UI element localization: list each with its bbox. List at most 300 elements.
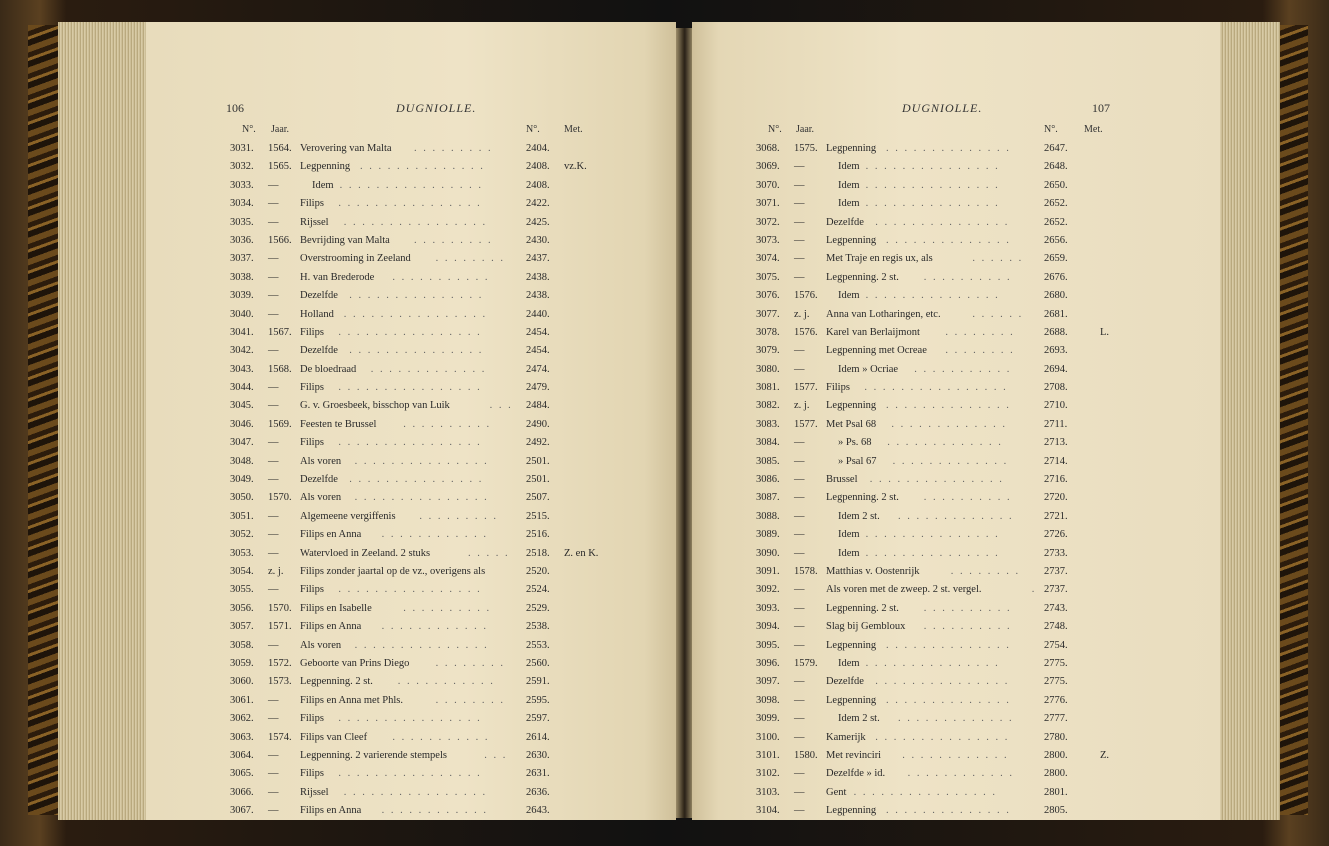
entry-reference: 2437. — [526, 253, 550, 265]
entry-row — [756, 214, 1156, 232]
entry-reference: 2680. — [1044, 290, 1068, 302]
entry-reference: 2643. — [526, 805, 550, 817]
entry-number: 3088. — [756, 510, 780, 522]
entry-number: 3066. — [230, 786, 254, 798]
entry-number: 3075. — [756, 271, 780, 283]
entry-year: 1578. — [794, 565, 818, 577]
entry-row — [756, 397, 1156, 415]
page-edges-right — [1218, 22, 1280, 820]
entry-row — [756, 489, 1156, 507]
entry-reference: 2681. — [1044, 308, 1068, 320]
entry-reference: 2538. — [526, 621, 550, 633]
entry-year: — — [268, 510, 279, 522]
entry-reference: 2438. — [526, 290, 550, 302]
entry-row — [756, 784, 1156, 802]
dot-leader: . . . . . . . . . . . . . . . . — [864, 382, 1008, 394]
entry-year: z. j. — [268, 565, 284, 577]
entry-description: Filips — [300, 198, 324, 210]
entry-metal: vz.K. — [564, 161, 587, 173]
dot-leader: . . . . . . . . . . . . . . . . — [338, 713, 482, 725]
entry-number: 3047. — [230, 437, 254, 449]
entry-year: 1573. — [268, 676, 292, 688]
entry-row — [230, 710, 630, 728]
dot-leader: . . . . . . . . . . . . . — [887, 437, 1003, 449]
entry-description: Filips van Cleef — [300, 731, 368, 743]
entry-year: — — [794, 234, 805, 246]
left-col-year: Jaar. — [271, 124, 290, 135]
dot-leader: . . . . . . . . . . . . . . . . — [853, 786, 997, 798]
right-running-title: DUGNIOLLE. — [902, 101, 983, 115]
entry-description: Filips — [300, 713, 324, 725]
dot-leader: . . . . . . — [972, 253, 1024, 265]
entry-reference: 2631. — [526, 768, 550, 780]
entry-row — [230, 489, 630, 507]
entry-reference: 2648. — [1044, 161, 1068, 173]
entry-year: 1568. — [268, 363, 292, 375]
entry-number: 3038. — [230, 271, 254, 283]
entry-description: Geboorte van Prins Diego — [300, 657, 410, 669]
entry-description: Brussel — [826, 474, 858, 486]
entry-number: 3074. — [756, 253, 780, 265]
entry-number: 3040. — [230, 308, 254, 320]
entry-reference: 2438. — [526, 271, 550, 283]
entry-row — [230, 250, 630, 268]
entry-description: Legpenning — [826, 143, 877, 154]
entry-reference: 2440. — [526, 308, 550, 320]
entry-row — [230, 545, 630, 563]
entry-year: z. j. — [794, 308, 810, 320]
entry-year: — — [794, 345, 805, 357]
entry-year: — — [268, 290, 279, 302]
entry-description: Legpenning. 2 st. — [300, 676, 373, 688]
entry-description: Met Psal 68 — [826, 418, 877, 430]
entry-reference: 2422. — [526, 198, 550, 210]
entry-description: Dezelfde — [300, 345, 338, 357]
entry-year: — — [794, 676, 805, 688]
entry-year: — — [794, 179, 805, 191]
dot-leader: . . . . . . . . . . . . . . . . — [343, 308, 488, 320]
dot-leader: . . . . . . . . . . — [923, 492, 1012, 504]
entry-description: Bevrijding van Malta — [300, 234, 390, 246]
entry-reference: 2714. — [1044, 455, 1068, 467]
entry-description: Als voren met de zweep. 2 st. vergel. — [826, 584, 982, 596]
entry-year: 1576. — [794, 290, 818, 302]
entry-year: — — [794, 529, 805, 541]
entry-reference: 2560. — [526, 657, 550, 669]
entry-metal: Z. en K. — [564, 547, 599, 559]
entry-row — [756, 379, 1156, 397]
entry-year: — — [268, 345, 279, 357]
entry-number: 3079. — [756, 345, 780, 357]
entry-year: 1576. — [794, 326, 818, 338]
entry-number: 3099. — [756, 713, 780, 725]
entry-year: — — [794, 713, 805, 725]
entry-number: 3078. — [756, 326, 780, 338]
dot-leader: . . . . . . . . . . . . . — [891, 418, 1008, 430]
dot-leader: . — [1031, 584, 1037, 596]
entry-number: 3071. — [756, 198, 780, 210]
entry-year: 1564. — [268, 143, 292, 154]
dot-leader: . . . . . . . . . . . . . . . . — [338, 326, 482, 338]
entry-reference: 2726. — [1044, 529, 1068, 541]
dot-leader: . . . . . . . . . — [414, 234, 493, 246]
entry-number: 3036. — [230, 234, 254, 246]
dot-leader: . . . . . . . . . . — [403, 418, 492, 430]
right-col-ref: N°. — [1044, 124, 1058, 135]
entry-description: Legpenning — [300, 161, 351, 173]
entry-reference: 2694. — [1044, 363, 1068, 375]
entry-year: — — [268, 308, 279, 320]
entry-description: Filips — [300, 437, 324, 449]
entry-year: — — [794, 731, 805, 743]
entry-number: 3097. — [756, 676, 780, 688]
dot-leader: . . . . . . . . . . . . . . . . — [343, 786, 488, 798]
entry-row — [756, 765, 1156, 783]
dot-leader: . . . . . . . . . . . — [392, 271, 490, 283]
entry-year: — — [794, 437, 805, 449]
entry-reference: 2636. — [526, 786, 550, 798]
entry-row — [756, 655, 1156, 673]
entry-number: 3085. — [756, 455, 780, 467]
dot-leader: . . . . . . . . . . . . . . . — [865, 290, 1000, 302]
entry-reference: 2652. — [1044, 198, 1068, 210]
entry-year: — — [794, 198, 805, 210]
entry-reference: 2614. — [526, 731, 550, 743]
entry-row — [756, 600, 1156, 618]
entry-row — [230, 287, 630, 305]
dot-leader: . . . . . . . . . . . . — [381, 529, 488, 541]
entry-number: 3043. — [230, 363, 254, 375]
entry-number: 3039. — [230, 290, 254, 302]
dot-leader: . . . . . . . . . — [419, 510, 499, 522]
entry-description: Dezelfde » id. — [826, 768, 886, 780]
entry-row — [756, 434, 1156, 452]
dot-leader: . . . . . . . . . . . . . . . — [865, 547, 1000, 559]
entry-description: Feesten te Brussel — [300, 418, 377, 430]
dot-leader: . . . . . . . . . . . . . . — [886, 400, 1011, 412]
entry-reference: 2404. — [526, 143, 550, 154]
entry-year: 1579. — [794, 657, 818, 669]
dot-leader: . . . . . . . . . . . . . . . — [875, 676, 1010, 688]
dot-leader: . . . . . . . . . . . . — [381, 621, 488, 633]
entry-row — [756, 306, 1156, 324]
entry-number: 3041. — [230, 326, 254, 338]
entry-reference: 2490. — [526, 418, 550, 430]
entry-row — [756, 581, 1156, 599]
entry-year: — — [268, 768, 279, 780]
entry-reference: 2518. — [526, 547, 550, 559]
entry-reference: 2710. — [1044, 400, 1068, 412]
entry-row — [230, 526, 630, 544]
entry-reference: 2524. — [526, 584, 550, 596]
entry-number: 3065. — [230, 768, 254, 780]
entry-row — [756, 269, 1156, 287]
entry-metal: Z. — [1100, 749, 1110, 761]
entry-reference: 2507. — [526, 492, 550, 504]
entry-description: Filips — [300, 326, 324, 338]
entry-reference: 2515. — [526, 510, 550, 522]
entry-row — [230, 158, 630, 176]
entry-number: 3081. — [756, 382, 780, 394]
entry-number: 3084. — [756, 437, 780, 449]
entry-description: Algemeene vergiffenis — [300, 510, 396, 522]
dot-leader: . . . . . . . . — [435, 657, 505, 669]
dot-leader: . . . . . . . . — [435, 253, 505, 265]
entry-row — [230, 195, 630, 213]
entry-reference: 2776. — [1044, 694, 1068, 706]
entry-number: 3087. — [756, 492, 780, 504]
right-page-number: 107 — [1092, 101, 1110, 115]
entry-number: 3033. — [230, 179, 254, 191]
entry-row — [756, 342, 1156, 360]
entry-row — [230, 729, 630, 747]
entry-description: Rijssel — [300, 786, 329, 798]
entry-description: Verovering van Malta — [300, 143, 392, 154]
entry-reference: 2775. — [1044, 676, 1068, 688]
dot-leader: . . . . . . — [972, 308, 1024, 320]
entry-description: Legpenning — [826, 805, 877, 817]
entry-row — [230, 471, 630, 489]
entry-row — [230, 747, 630, 765]
entry-year: 1565. — [268, 161, 292, 173]
dot-leader: . . . . . . . . . . . . . . . . — [338, 437, 482, 449]
entry-reference: 2501. — [526, 455, 550, 467]
entry-row — [756, 692, 1156, 710]
entry-description: Legpenning. 2 st. — [826, 271, 899, 283]
entry-year: — — [268, 713, 279, 725]
entry-number: 3068. — [756, 143, 780, 154]
entry-year: — — [268, 271, 279, 283]
entry-description: Filips en Anna met Phls. — [300, 694, 403, 706]
entry-year: 1571. — [268, 621, 292, 633]
entry-reference: 2711. — [1044, 418, 1068, 430]
entry-number: 3035. — [230, 216, 254, 228]
entry-row — [230, 453, 630, 471]
dot-leader: . . . — [484, 749, 508, 761]
dot-leader: . . . . . . . . . . . . . . . — [354, 639, 489, 651]
entry-year: 1577. — [794, 382, 818, 394]
entry-number: 3076. — [756, 290, 780, 302]
entry-number: 3101. — [756, 749, 780, 761]
entry-year: — — [268, 455, 279, 467]
entry-row — [230, 214, 630, 232]
entry-description: Legpenning — [826, 639, 877, 651]
dot-leader: . . . . . . . . . . — [923, 271, 1012, 283]
entry-number: 3086. — [756, 474, 780, 486]
entry-year: — — [794, 584, 805, 596]
entry-year: 1577. — [794, 418, 818, 430]
entry-reference: 2430. — [526, 234, 550, 246]
right-entry-list — [756, 140, 1156, 820]
left-running-title: DUGNIOLLE. — [396, 101, 477, 115]
entry-reference: 2474. — [526, 363, 550, 375]
entry-row — [756, 453, 1156, 471]
dot-leader: . . . . . . . . — [950, 565, 1021, 577]
entry-row — [230, 342, 630, 360]
dot-leader: . . . . . . . . . . . . . . . — [865, 161, 1000, 173]
entry-number: 3046. — [230, 418, 254, 430]
entry-description: Als voren — [300, 455, 342, 467]
entry-year: — — [794, 621, 805, 633]
entry-number: 3092. — [756, 584, 780, 596]
entry-year: — — [268, 437, 279, 449]
entry-number: 3064. — [230, 749, 254, 761]
entry-reference: 2676. — [1044, 271, 1068, 283]
entry-row — [230, 361, 630, 379]
entry-year: — — [794, 510, 805, 522]
entry-reference: 2408. — [526, 179, 550, 191]
entry-reference: 2656. — [1044, 234, 1068, 246]
dot-leader: . . . . . . . . . . . . . . . — [349, 345, 484, 357]
entry-number: 3044. — [230, 382, 254, 394]
entry-row — [756, 471, 1156, 489]
book-gutter — [676, 28, 692, 818]
entry-year: — — [794, 492, 805, 504]
entry-reference: 2713. — [1044, 437, 1068, 449]
entry-year: 1566. — [268, 234, 292, 246]
dot-leader: . . . . . . . . . . . . . . . . — [338, 768, 482, 780]
dot-leader: . . . . . . . . . — [414, 143, 493, 154]
entry-description: Idem — [838, 198, 860, 210]
dot-leader: . . . . . . . . — [945, 345, 1015, 357]
entry-row — [756, 637, 1156, 655]
entry-number: 3072. — [756, 216, 780, 228]
entry-description: Idem 2 st. — [838, 713, 880, 725]
entry-number: 3067. — [230, 805, 254, 817]
entry-year: — — [268, 253, 279, 265]
entry-year: 1575. — [794, 143, 818, 154]
entry-description: Idem — [838, 657, 860, 669]
entry-row — [230, 784, 630, 802]
entry-description: Rijssel — [300, 216, 329, 228]
entry-number: 3096. — [756, 657, 780, 669]
entry-reference: 2800. — [1044, 749, 1068, 761]
entry-description: Dezelfde — [300, 474, 338, 486]
entry-reference: 2777. — [1044, 713, 1068, 725]
entry-description: Idem — [838, 529, 860, 541]
entry-row — [230, 563, 630, 581]
entry-reference: 2801. — [1044, 786, 1068, 798]
entry-number: 3031. — [230, 143, 254, 154]
entry-row — [230, 434, 630, 452]
entry-description: Idem — [838, 547, 860, 559]
entry-year: — — [268, 805, 279, 817]
entry-row — [230, 232, 630, 250]
entry-row — [230, 177, 630, 195]
entry-number: 3062. — [230, 713, 254, 725]
dot-leader: . . . . . . . . . . . . . . . — [349, 474, 484, 486]
dot-leader: . . . . . . . . . . . . . . — [886, 234, 1011, 246]
entry-description: Legpenning. 2 st. — [826, 602, 899, 614]
entry-row — [230, 673, 630, 691]
entry-reference: 2780. — [1044, 731, 1068, 743]
entry-number: 3052. — [230, 529, 254, 541]
entry-row — [756, 545, 1156, 563]
entry-row — [756, 710, 1156, 728]
entry-description: G. v. Groesbeek, bisschop van Luik — [300, 400, 450, 412]
entry-description: Legpenning met Ocreae — [826, 345, 927, 357]
entry-reference: 2529. — [526, 602, 550, 614]
entry-year: — — [268, 198, 279, 210]
entry-description: Filips — [826, 382, 850, 394]
entry-reference: 2454. — [526, 345, 550, 357]
entry-reference: 2652. — [1044, 216, 1068, 228]
entry-number: 3054. — [230, 565, 254, 577]
left-col-no: N°. — [242, 124, 256, 135]
entry-number: 3103. — [756, 786, 780, 798]
entry-year: — — [794, 455, 805, 467]
entry-row — [230, 508, 630, 526]
entry-description: Filips en Isabelle — [300, 602, 372, 614]
entry-row — [756, 747, 1156, 765]
entry-description: Gent — [826, 786, 847, 798]
entry-description: Idem — [838, 161, 860, 173]
dot-leader: . . . . . . . . . . . — [397, 676, 495, 688]
dot-leader: . . . . . . . . — [945, 326, 1015, 338]
entry-description: Holland — [300, 308, 334, 320]
entry-number: 3055. — [230, 584, 254, 596]
entry-year: — — [794, 547, 805, 559]
dot-leader: . . . . . . . . . . . . . . . — [865, 529, 1000, 541]
entry-description: H. van Brederode — [300, 271, 375, 283]
entry-reference: 2520. — [526, 565, 550, 577]
entry-reference: 2630. — [526, 749, 550, 761]
entry-year: — — [794, 602, 805, 614]
entry-description: Dezelfde — [826, 676, 864, 688]
dot-leader: . . . . . . . . . . . . . . . — [865, 198, 1000, 210]
entry-reference: 2737. — [1044, 565, 1068, 577]
dot-leader: . . . . . . . . . . . . . — [898, 713, 1014, 725]
entry-reference: 2595. — [526, 694, 550, 706]
entry-row — [756, 526, 1156, 544]
left-entry-list — [230, 140, 630, 820]
entry-description: Met Traje en regis ux, als — [826, 253, 933, 265]
dot-leader: . . . . . . . . . . . . . . — [360, 161, 485, 173]
entry-reference: 2501. — [526, 474, 550, 486]
entry-year: — — [268, 400, 279, 412]
entry-row — [756, 563, 1156, 581]
entry-number: 3051. — [230, 510, 254, 522]
entry-number: 3045. — [230, 400, 254, 412]
dot-leader: . . . . . . . . . . . . . . . — [349, 290, 484, 302]
entry-year: — — [794, 768, 805, 780]
entry-year: — — [268, 584, 279, 596]
entry-number: 3100. — [756, 731, 780, 743]
dot-leader: . . . . . — [468, 547, 510, 559]
entry-row — [230, 618, 630, 636]
entry-number: 3059. — [230, 657, 254, 669]
entry-description: Idem 2 st. — [838, 510, 880, 522]
entry-description: Idem — [838, 179, 860, 191]
entry-reference: 2721. — [1044, 510, 1068, 522]
dot-leader: . . . . . . . . . . . . . . . . — [338, 198, 482, 210]
dot-leader: . . . . . . . . . . . . . . . . — [343, 216, 488, 228]
entry-number: 3061. — [230, 694, 254, 706]
entry-row — [230, 379, 630, 397]
entry-description: Met revinciri — [826, 749, 882, 761]
entry-reference: 2754. — [1044, 639, 1068, 651]
entry-row — [230, 655, 630, 673]
dot-leader: . . . . . . . . . . . . — [381, 805, 488, 817]
entry-row — [230, 765, 630, 783]
entry-year: — — [268, 694, 279, 706]
entry-description: Dezelfde — [826, 216, 864, 228]
marbled-cover-left — [28, 25, 58, 815]
entry-year: — — [794, 161, 805, 173]
right-col-no: N°. — [768, 124, 782, 135]
entry-number: 3073. — [756, 234, 780, 246]
entry-reference: 2650. — [1044, 179, 1068, 191]
